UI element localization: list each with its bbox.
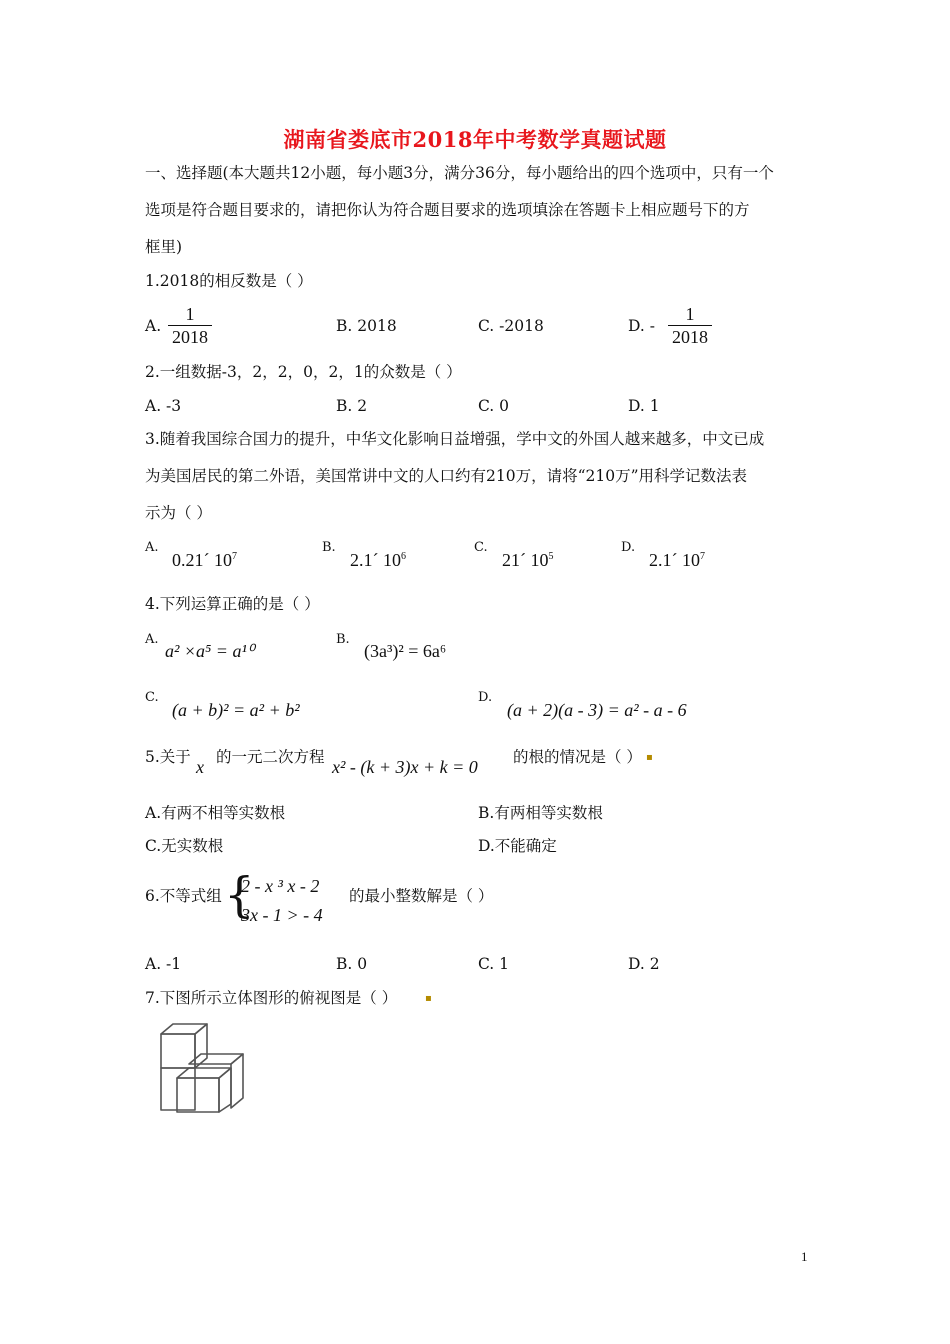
q5-option-b: B.有两相等实数根: [478, 804, 603, 822]
q3-option-a-value: 0.21´ 10: [172, 550, 232, 570]
q3-option-b: [350, 550, 406, 571]
q3-option-d-label: D.: [621, 540, 636, 555]
q1-option-a-numerator: 1: [168, 303, 212, 326]
q3-option-a-exponent: 7: [232, 551, 237, 562]
q5-option-a: A.有两不相等实数根: [145, 804, 286, 822]
page-number: 1: [801, 1249, 808, 1264]
q3-option-d-exponent: 7: [700, 551, 705, 562]
q3-option-c-label: C.: [474, 540, 488, 555]
right-cube-side-face: [231, 1054, 243, 1108]
q6-option-d: D. 2: [628, 955, 660, 973]
q4-option-c-expression: (a + b)² = a² + b²: [172, 700, 300, 720]
q5-equation: x² - (k + 3)x + k = 0: [332, 757, 478, 777]
q3-option-c: [502, 550, 554, 571]
front-cube-side-face: [219, 1068, 231, 1112]
q2-option-b: B. 2: [336, 397, 368, 415]
q6-stem-end: 的最小整数解是（ ）: [349, 887, 494, 905]
q4-option-c-label: C.: [145, 690, 159, 705]
q1-option-d-numerator: 1: [668, 303, 712, 326]
q5-stem-middle: 的一元二次方程: [216, 748, 325, 766]
front-cube-top-face: [177, 1068, 231, 1078]
q1-option-b: B. 2018: [336, 317, 397, 335]
q6-option-b: B. 0: [336, 955, 368, 973]
section-instructions-line-3: 框里): [145, 238, 183, 256]
q7-stem: 7.下图所示立体图形的俯视图是（ ）: [145, 989, 398, 1007]
cube-stack-figure: [155, 1020, 250, 1115]
page-title: 湖南省娄底市2018年中考数学真题试题: [283, 127, 667, 152]
q6-stem-start: 6.不等式组: [145, 887, 222, 905]
q1-option-c: C. -2018: [478, 317, 544, 335]
q2-option-a: A. -3: [145, 397, 182, 415]
q7-mark: ▪: [425, 993, 432, 1004]
q3-option-d-value: 2.1´ 10: [649, 550, 700, 570]
q3-option-b-label: B.: [322, 540, 336, 555]
q1-option-d-denominator: 2018: [672, 327, 708, 347]
q5-stem-end: 的根的情况是（ ）: [513, 748, 642, 766]
section-instructions-line-2: 选项是符合题目要求的，请把你认为符合题目要求的选项填涂在答题卡上相应题号下的方: [145, 201, 750, 219]
q4-option-a-label: A.: [145, 632, 159, 647]
q2-option-d: D. 1: [628, 397, 660, 415]
q5-option-d: D.不能确定: [478, 837, 557, 855]
q4-option-d-label: D.: [478, 690, 493, 705]
q1-option-a-denominator: 2018: [172, 327, 208, 347]
q6-option-a: A. -1: [145, 955, 182, 973]
front-cube-front-face: [177, 1078, 219, 1112]
q4-option-d-expression: (a + 2)(a - 3) = a² - a - 6: [507, 700, 687, 720]
q3-stem-line-1: 3.随着我国综合国力的提升，中华文化影响日益增强，学中文的外国人越来越多，中文已成: [145, 430, 765, 448]
q3-stem-line-2: 为美国居民的第二外语，美国常讲中文的人口约有210万，请将“210万”用科学记数法表: [145, 467, 748, 485]
q1-stem: 1.2018的相反数是（ ）: [145, 272, 313, 290]
q4-option-b-expression: (3a³)² = 6a⁶: [364, 641, 447, 661]
q4-stem: 4.下列运算正确的是（ ）: [145, 595, 320, 613]
q4-option-a-expression: a² ×a⁵ = a¹⁰: [165, 641, 255, 661]
q2-option-c: C. 0: [478, 397, 510, 415]
q3-option-d: [649, 550, 705, 571]
q5-mark: ▪: [646, 752, 653, 763]
q2-stem: 2.一组数据-3，2，2，0，2，1的众数是（ ）: [145, 363, 462, 381]
q1-option-a-label: A.: [145, 317, 162, 335]
q5-stem-start: 5.关于: [145, 748, 191, 766]
q6-inequality-2: 3x - 1 > - 4: [241, 905, 323, 925]
q3-option-b-value: 2.1´ 10: [350, 550, 401, 570]
section-instructions-line-1: 一、选择题(本大题共12小题，每小题3分，满分36分，每小题给出的四个选项中，只有一个: [145, 164, 774, 182]
q3-option-c-exponent: 5: [548, 551, 554, 562]
lower-left-cube-front-face: [161, 1068, 195, 1110]
q1-option-d-label: D. -: [628, 317, 655, 335]
q5-option-c: C.无实数根: [145, 837, 224, 855]
q6-system-brace: {: [224, 867, 255, 923]
upper-cube-side-face: [195, 1024, 207, 1068]
q6-option-c: C. 1: [478, 955, 510, 973]
q3-option-b-exponent: 6: [401, 551, 406, 562]
q1-option-d-fraction: [668, 303, 712, 348]
q3-option-a-label: A.: [145, 540, 159, 555]
q3-option-c-value: 21´ 10: [502, 550, 549, 570]
q1-option-a-fraction: [168, 303, 212, 348]
q5-variable: x: [196, 757, 204, 777]
right-cube-top-face: [189, 1054, 243, 1064]
q6-inequality-1: 2 - x ³ x - 2: [241, 876, 320, 896]
q4-option-b-label: B.: [336, 632, 350, 647]
q3-option-a: [172, 550, 237, 571]
q3-stem-line-3: 示为（ ）: [145, 504, 212, 522]
